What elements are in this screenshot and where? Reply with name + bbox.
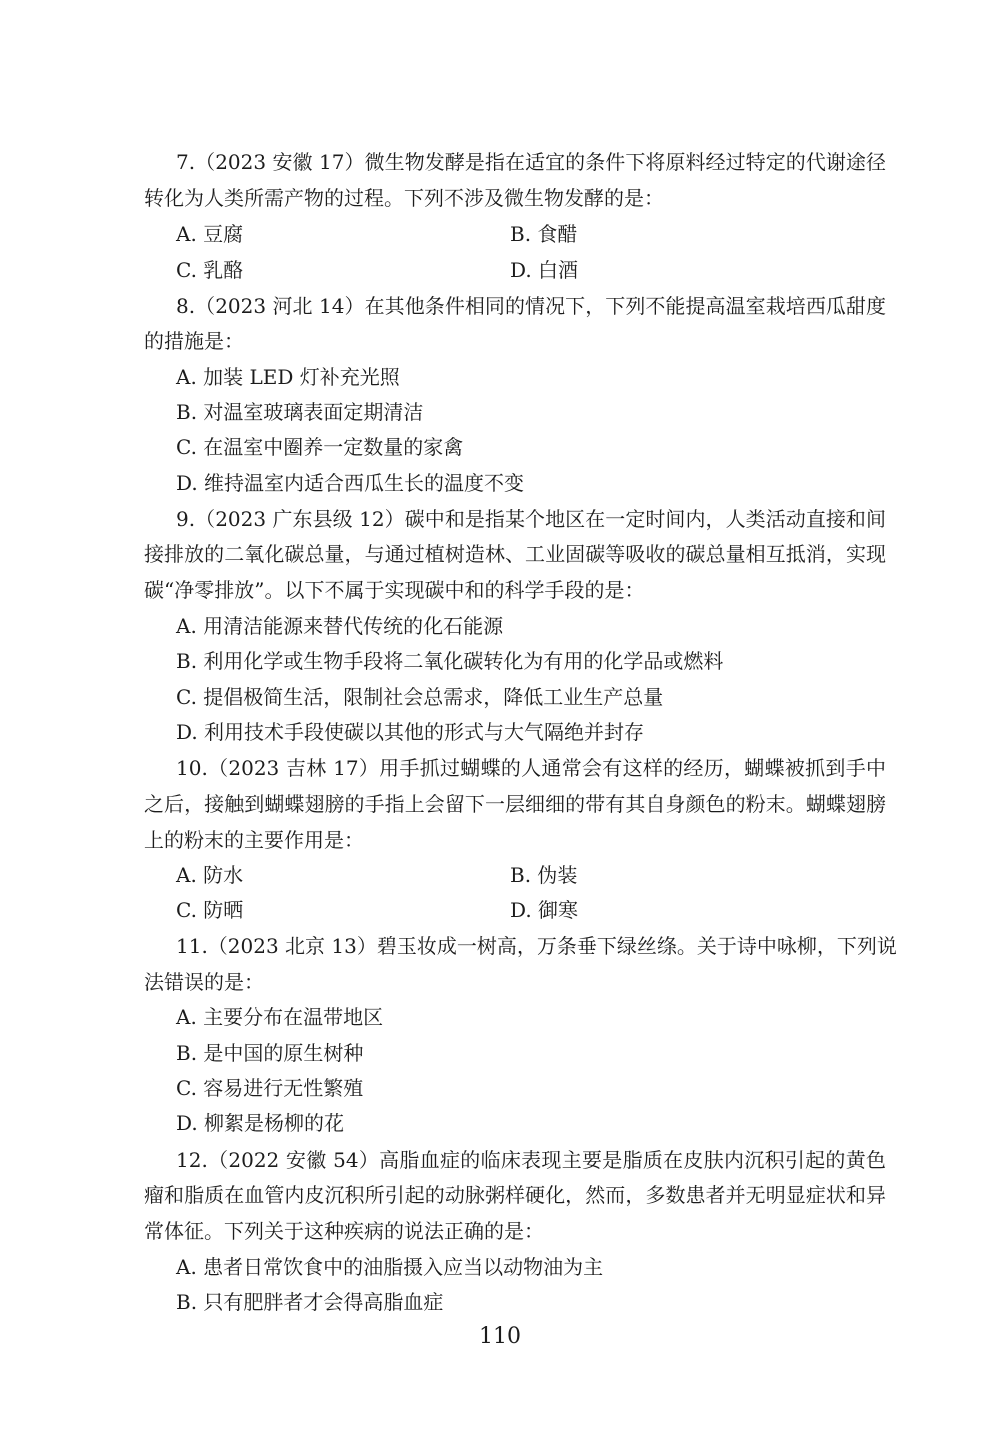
question-7-option-d: D. 白酒 — [510, 258, 579, 282]
question-10-option-d: D. 御寒 — [510, 898, 579, 922]
page-number: 110 — [479, 1324, 521, 1349]
question-12-stem-line-1: 12.（2022 安徽 54）高脂血症的临床表现主要是脂质在皮肤内沉积引起的黄色 — [176, 1148, 886, 1172]
question-9-stem-line-1: 9.（2023 广东县级 12）碳中和是指某个地区在一定时间内，人类活动直接和间 — [176, 507, 886, 531]
question-10-option-a: A. 防水 — [176, 863, 244, 887]
question-8-stem-line-1: 8.（2023 河北 14）在其他条件相同的情况下，下列不能提高温室栽培西瓜甜度 — [176, 294, 886, 318]
question-7-option-b: B. 食醋 — [510, 222, 578, 246]
question-9-option-a: A. 用清洁能源来替代传统的化石能源 — [176, 614, 504, 638]
question-9-option-b: B. 利用化学或生物手段将二氧化碳转化为有用的化学品或燃料 — [176, 649, 724, 673]
question-9-stem-line-3: 碳“净零排放”。以下不属于实现碳中和的科学手段的是： — [144, 578, 645, 602]
question-7-stem-line-1: 7.（2023 安徽 17）微生物发酵是指在适宜的条件下将原料经过特定的代谢途径 — [176, 150, 886, 174]
question-8-stem-line-2: 的措施是： — [144, 329, 244, 353]
question-7-option-c: C. 乳酪 — [176, 258, 244, 282]
question-10-stem-line-3: 上的粉末的主要作用是： — [144, 828, 364, 852]
question-9-option-d: D. 利用技术手段使碳以其他的形式与大气隔绝并封存 — [176, 720, 645, 744]
question-8-option-b: B. 对温室玻璃表面定期清洁 — [176, 400, 424, 424]
question-12-option-a: A. 患者日常饮食中的油脂摄入应当以动物油为主 — [176, 1255, 604, 1279]
question-12-stem-line-2: 瘤和脂质在血管内皮沉积所引起的动脉粥样硬化，然而，多数患者并无明显症状和异 — [144, 1183, 886, 1207]
question-7-stem-line-2: 转化为人类所需产物的过程。下列不涉及微生物发酵的是： — [144, 186, 664, 210]
question-8-option-a: A. 加装 LED 灯补充光照 — [176, 365, 400, 389]
question-8-option-c: C. 在温室中圈养一定数量的家禽 — [176, 435, 464, 459]
question-10-stem-line-1: 10.（2023 吉林 17）用手抓过蝴蝶的人通常会有这样的经历，蝴蝶被抓到手中 — [176, 756, 886, 780]
question-10-option-b: B. 伪装 — [510, 863, 578, 887]
question-12-stem-line-3: 常体征。下列关于这种疾病的说法正确的是： — [144, 1219, 544, 1243]
question-8-option-d: D. 维持温室内适合西瓜生长的温度不变 — [176, 471, 525, 495]
question-9-stem-line-2: 接排放的二氧化碳总量，与通过植树造林、工业固碳等吸收的碳总量相互抵消，实现 — [144, 542, 886, 566]
question-10-option-c: C. 防晒 — [176, 898, 244, 922]
question-11-stem-line-2: 法错误的是： — [144, 970, 264, 994]
question-11-option-d: D. 柳絮是杨柳的花 — [176, 1111, 345, 1135]
question-9-option-c: C. 提倡极简生活，限制社会总需求，降低工业生产总量 — [176, 685, 664, 709]
question-12-option-b: B. 只有肥胖者才会得高脂血症 — [176, 1290, 444, 1314]
question-10-stem-line-2: 之后，接触到蝴蝶翅膀的手指上会留下一层细细的带有其自身颜色的粉末。蝴蝶翅膀 — [144, 792, 886, 816]
question-11-option-a: A. 主要分布在温带地区 — [176, 1005, 384, 1029]
question-7-option-a: A. 豆腐 — [176, 222, 244, 246]
question-11-stem-line-1: 11.（2023 北京 13）碧玉妆成一树高，万条垂下绿丝绦。关于诗中咏柳，下列说 — [176, 934, 897, 958]
question-11-option-c: C. 容易进行无性繁殖 — [176, 1076, 364, 1100]
question-11-option-b: B. 是中国的原生树种 — [176, 1041, 364, 1065]
